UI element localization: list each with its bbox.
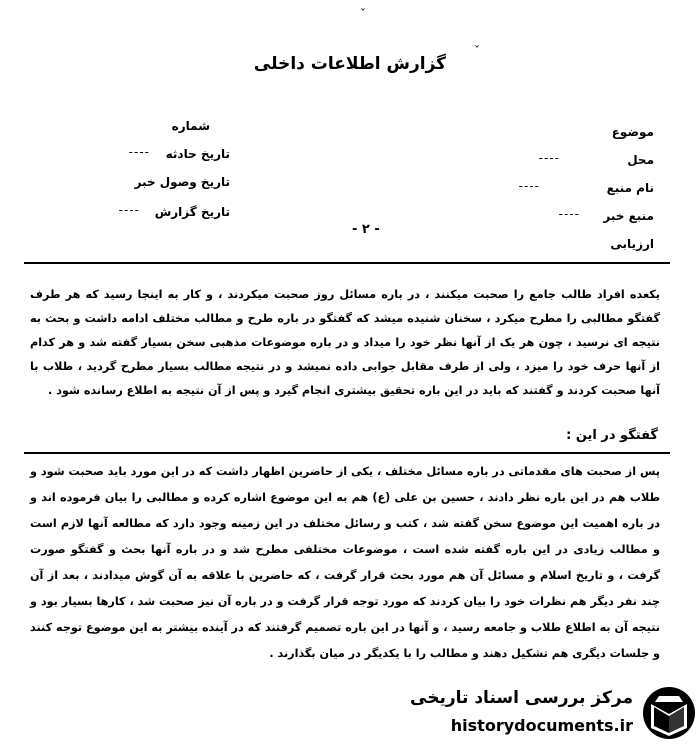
source-label: منبع خبر [603,209,654,223]
event-date-value: ---- [128,145,150,159]
report-date-value: ---- [118,203,140,217]
agent-name-value: ---- [518,179,540,193]
rating-label: ارزیابی [610,237,654,251]
received-date-label: تاریخ وصول خبر [134,175,230,189]
watermark-url: historydocuments.ir [450,716,633,735]
page-number: - ۲ - [352,222,380,237]
report-date-label: تاریخ گزارش [154,205,230,219]
location-label: محل [627,153,654,167]
source-value: ---- [558,207,580,221]
book-logo-icon [639,684,695,742]
mark-check-icon: ˇ [474,44,480,58]
section-heading: گفتگو در این : [566,428,658,443]
body-paragraph-2: پس از صحبت های مقدماتی در باره مسائل مختلف ، یکی از حاضرین اظهار داشت که در این مورد باید صحبت شود و طلاب هم در این باره نظر دادند ، حسین بن علی (ع) هم به این موضوع اشاره کرده و مطالبی را بیان فرموده اند و در باره اهمیت این موضوع سخن گفته شد ، کتب و رسائل مختلف در این زمینه وجود دارد که مطالعه آنها لازم است و مطالب زیادی در این باره گفته شده است ، موضوعات مختلفی مطرح شد و در باره آنها بحث و گفتگو صورت گرفت ، و تاریخ اسلام و مسائل آن هم مورد بحث قرار گرفت ، که حاضرین با علاقه به آن گوش میدادند ، بعد از آن چند نفر دیگر هم نظرات خود را بیان کردند که مورد توجه قرار گرفت و در باره آن نیز صحبت شد ، کارها بسیار بود و نتیجه آن به اطلاع طلاب و جامعه رسید ، و آنها در این باره تصمیم گرفتند که در آینده بیشتر به این موضوع توجه کنند و جلسات دیگری هم تشکیل دهند و مطالب را با یکدیگر در میان بگذارند . [30,465,660,660]
divider-line [24,452,670,454]
body-paragraph-1: یکعده افراد طالب جامع را صحبت میکنند ، در باره مسائل روز صحبت میکردند ، و کار به اینجا رسید که هر طرف گفتگو مطالبی را مطرح میکرد ، سخنان شنیده میشد که گفتگو در باره طرح و مطالب مختلف ادامه داشت و بحث به نتیجه ای نرسید ، چون هر یک از آنها نظر خود را میداد و در باره موضوعات مذهبی سخن بسیار گفته شد و هر کدام از آنها حرف خود را میزد ، ولی از طرف مقابل جوابی داده نمیشد و در نتیجه مطالب بسیار مطرح گردید ، طلاب با آنها صحبت کردند و گفتند که باید در این باره تحقیق بیشتری انجام گیرد و پس از آن نتیجه به اطلاع رسانده شود . [30,288,660,397]
location-value: ---- [538,151,560,165]
mark-check-icon: ˇ [360,7,366,21]
watermark-name: مرکز بررسی اسناد تاریخی [410,688,633,708]
watermark [410,684,695,744]
report-title: گزارش اطلاعات داخلی [253,54,447,74]
event-date-label: تاریخ حادثه [165,147,230,161]
number-label: شماره [171,119,210,133]
subject-label: موضوع [611,125,654,139]
agent-name-label: نام منبع [606,181,654,195]
divider-line [24,262,670,264]
